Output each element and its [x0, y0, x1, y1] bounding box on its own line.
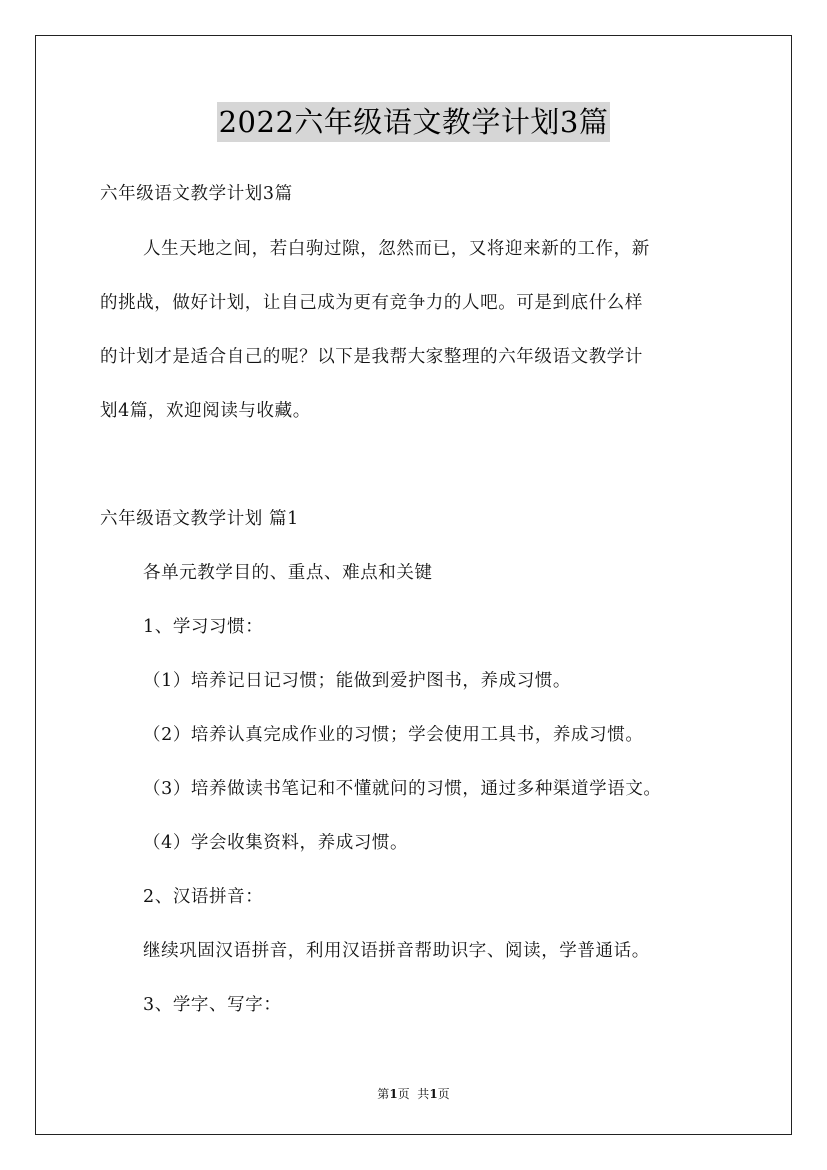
body-line: 继续巩固汉语拼音，利用汉语拼音帮助识字、阅读，学普通话。	[143, 941, 650, 961]
footer-page-number: 1	[389, 1087, 398, 1101]
body-line: （1）培养记日记习惯；能做到爱护图书，养成习惯。	[143, 671, 572, 691]
intro-line: 的计划才是适合自己的呢？以下是我帮大家整理的六年级语文教学计	[100, 347, 643, 367]
body-line: 3、学字、写字：	[143, 995, 282, 1015]
footer-prefix: 第	[377, 1087, 390, 1101]
intro-line: 的挑战，做好计划，让自己成为更有竞争力的人吧。可是到底什么样	[100, 293, 643, 313]
footer-mid: 页 共	[397, 1087, 430, 1101]
body-line: 1、学习习惯：	[143, 617, 264, 637]
intro-line: 划4篇，欢迎阅读与收藏。	[100, 401, 311, 421]
body-line: 2、汉语拼音：	[143, 887, 264, 907]
body-line: （4）学会收集资料，养成习惯。	[143, 833, 409, 853]
section-heading: 六年级语文教学计划 篇1	[100, 509, 299, 529]
document-subtitle: 六年级语文教学计划3篇	[100, 184, 293, 204]
body-line: 各单元教学目的、重点、难点和关键	[143, 563, 433, 583]
title-container	[0, 102, 827, 142]
footer-total-pages: 1	[429, 1087, 438, 1101]
intro-line: 人生天地之间，若白驹过隙，忽然而已，又将迎来新的工作，新	[143, 239, 650, 259]
footer-suffix: 页	[437, 1087, 450, 1101]
page-footer	[0, 1085, 827, 1102]
body-line: （2）培养认真完成作业的习惯；学会使用工具书，养成习惯。	[143, 725, 644, 745]
document-title: 2022六年级语文教学计划3篇	[217, 102, 611, 142]
body-line: （3）培养做读书笔记和不懂就问的习惯，通过多种渠道学语文。	[143, 779, 662, 799]
